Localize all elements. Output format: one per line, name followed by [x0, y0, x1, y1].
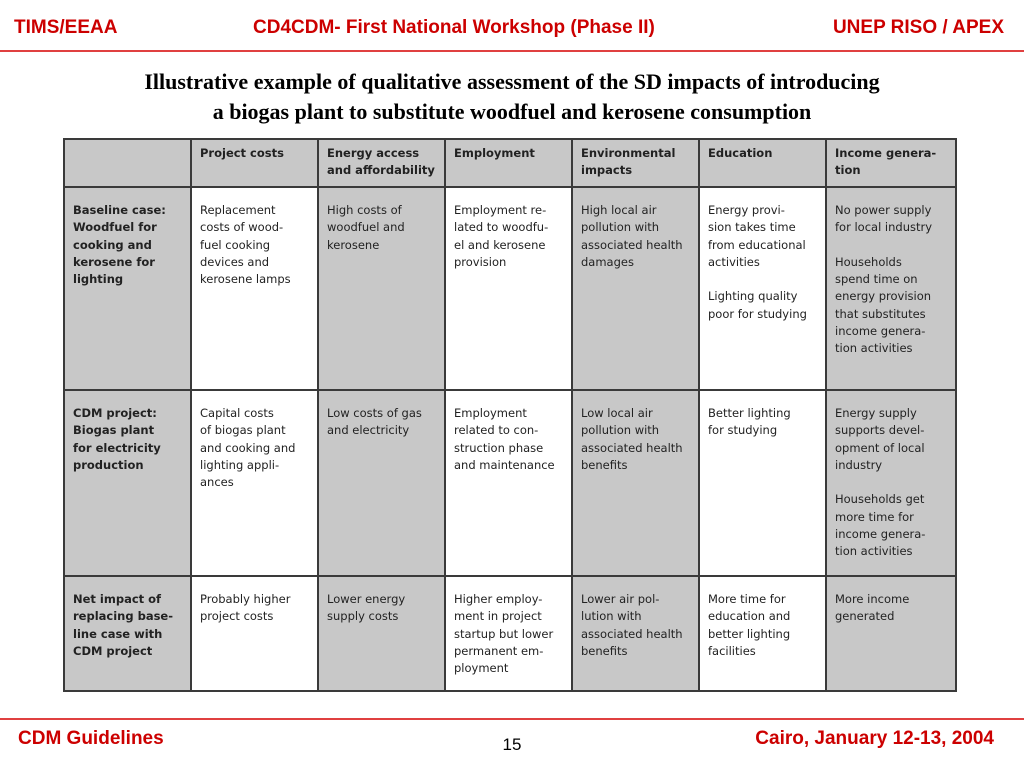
header-right-text: UNEP RISO / APEX — [832, 17, 1004, 38]
slide-title-line-2: a biogas plant to substitute woodfuel and kerosene consumption — [212, 99, 812, 124]
table-cell: Replacement costs of wood- fuel cooking devices and kerosene lamps — [191, 187, 318, 390]
slide-title — [0, 67, 1024, 127]
table-header-cell: Education — [699, 139, 826, 187]
table-cell: Lower air pol- lution with associated health benefits — [572, 576, 699, 691]
table-header-cell: Energy access and affordability — [318, 139, 445, 187]
table-cell: More time for education and better lighting facilities — [699, 576, 826, 691]
header-divider — [0, 50, 1024, 52]
table-cell: Employment related to con- struction phase and maintenance — [445, 390, 572, 576]
table-row — [64, 187, 956, 390]
page-number: 15 — [502, 735, 522, 754]
slide-title-line-1: Illustrative example of qualitative assessment of the SD impacts of introducing — [144, 69, 880, 94]
footer-left-text: CDM Guidelines — [18, 728, 164, 749]
table-cell: High costs of woodfuel and kerosene — [318, 187, 445, 390]
table-cell: Energy provi- sion takes time from educational activities Lighting quality poor for studying — [699, 187, 826, 390]
table-cell: More income generated — [826, 576, 956, 691]
table-cell: Lower energy supply costs — [318, 576, 445, 691]
row-header-cell: CDM project: Biogas plant for electricity production — [64, 390, 191, 576]
header-center-text: CD4CDM- First National Workshop (Phase II) — [253, 17, 655, 38]
footer-divider — [0, 718, 1024, 720]
table-cell: Low local air pollution with associated health benefits — [572, 390, 699, 576]
table-header-cell — [64, 139, 191, 187]
table-header-cell: Employment — [445, 139, 572, 187]
table-cell: Low costs of gas and electricity — [318, 390, 445, 576]
table-cell: Energy supply supports devel- opment of local industry Households get more time for income genera- tion activities — [826, 390, 956, 576]
table-cell: Better lighting for studying — [699, 390, 826, 576]
table-cell: Higher employ- ment in project startup but lower permanent em- ployment — [445, 576, 572, 691]
table-row — [64, 390, 956, 576]
table-header-cell: Project costs — [191, 139, 318, 187]
table-header-cell: Environmental impacts — [572, 139, 699, 187]
table-row — [64, 576, 956, 691]
assessment-table — [63, 138, 957, 692]
table-cell: High local air pollution with associated health damages — [572, 187, 699, 390]
table-cell: Employment re- lated to woodfu- el and kerosene provision — [445, 187, 572, 390]
table-cell: Probably higher project costs — [191, 576, 318, 691]
table-cell: Capital costs of biogas plant and cooking and lighting appli- ances — [191, 390, 318, 576]
table-header-row — [64, 139, 956, 187]
table-cell: No power supply for local industry Households spend time on energy provision that substitutes income genera- tion activities — [826, 187, 956, 390]
header-left-text: TIMS/EEAA — [14, 17, 118, 38]
row-header-cell: Net impact of replacing base- line case with CDM project — [64, 576, 191, 691]
table-header-cell: Income genera- tion — [826, 139, 956, 187]
footer-right-text: Cairo, January 12-13, 2004 — [755, 728, 994, 749]
row-header-cell: Baseline case: Woodfuel for cooking and kerosene for lighting — [64, 187, 191, 390]
